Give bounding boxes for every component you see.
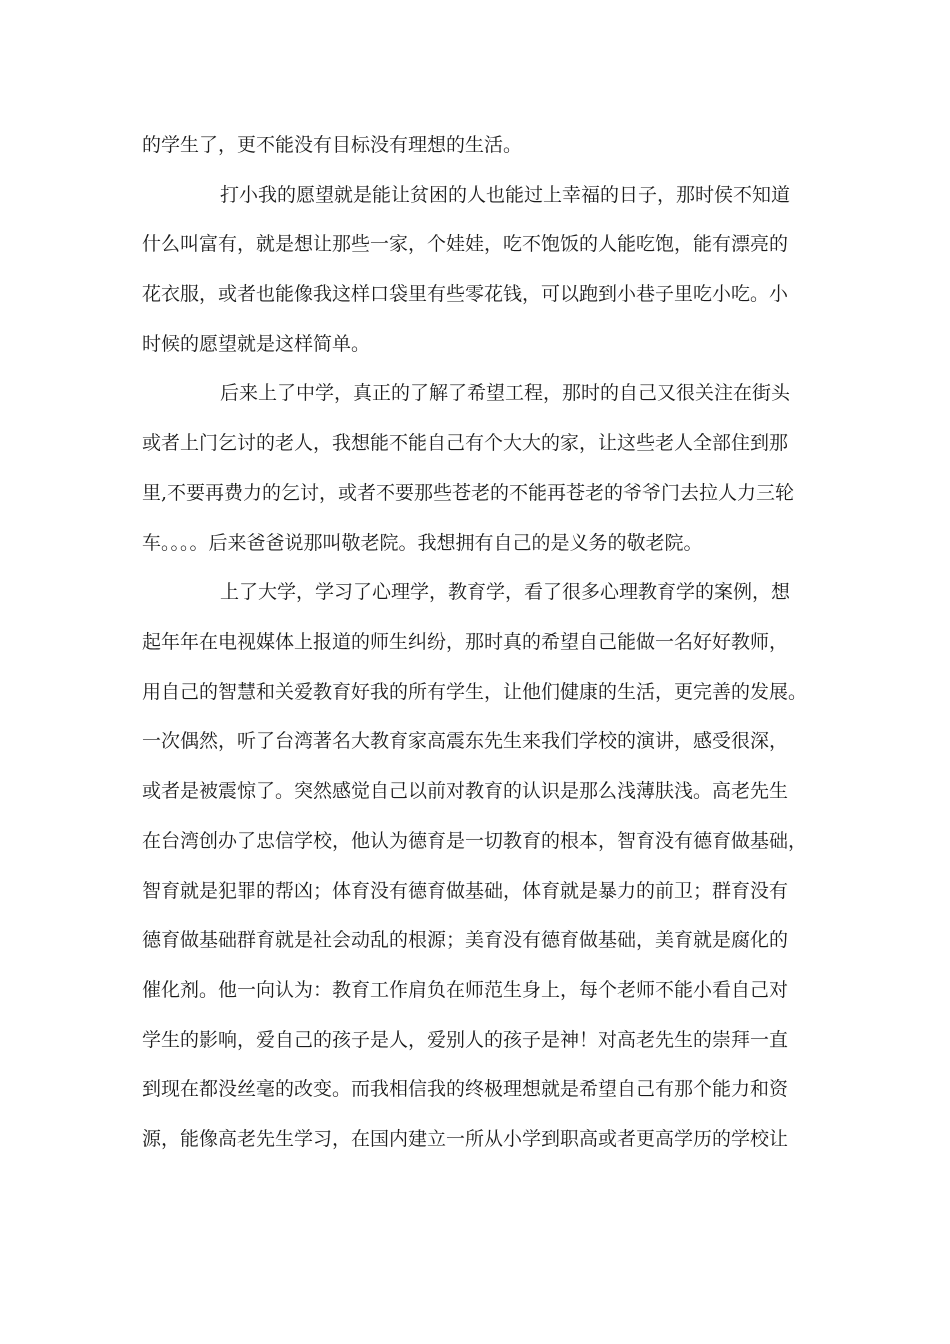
text-line-11: 起年年在电视媒体上报道的师生纠纷，那时真的希望自己能做一名好好教师， [142,631,789,653]
text-line-2: 打小我的愿望就是能让贫困的人也能过上幸福的日子，那时侯不知道 [220,184,791,206]
text-line-17: 德育做基础群育就是社会动乱的根源；美育没有德育做基础，美育就是腐化的 [142,929,789,951]
text-line-14: 或者是被震惊了。突然感觉自己以前对教育的认识是那么浅薄肤浅。高老先生 [142,780,789,802]
text-line-13: 一次偶然，听了台湾著名大教育家高震东先生来我们学校的演讲，感受很深， [142,730,789,752]
text-line-18: 催化剂。他一向认为：教育工作肩负在师范生身上，每个老师不能小看自己对 [142,979,789,1001]
text-line-7: 或者上门乞讨的老人，我想能不能自己有个大大的家，让这些老人全部住到那 [142,432,789,454]
text-line-6: 后来上了中学，真正的了解了希望工程，那时的自己又很关注在街头 [220,382,791,404]
text-line-4: 花衣服，或者也能像我这样口袋里有些零花钱，可以跑到小巷子里吃小吃。小 [142,283,789,305]
text-line-19: 学生的影响，爱自己的孩子是人，爱别人的孩子是神！对高老先生的崇拜一直 [142,1029,789,1051]
text-line-20: 到现在都没丝毫的改变。而我相信我的终极理想就是希望自己有那个能力和资 [142,1078,789,1100]
text-line-21: 源，能像高老先生学习，在国内建立一所从小学到职高或者更高学历的学校让 [142,1128,789,1150]
text-line-16: 智育就是犯罪的帮凶；体育没有德育做基础，体育就是暴力的前卫；群育没有 [142,880,789,902]
text-line-10: 上了大学，学习了心理学，教育学，看了很多心理教育学的案例，想 [220,581,791,603]
text-line-15: 在台湾创办了忠信学校，他认为德育是一切教育的根本，智育没有德育做基础， [142,830,808,852]
text-line-3: 什么叫富有，就是想让那些一家，个娃娃，吃不饱饭的人能吃饱，能有漂亮的 [142,233,789,255]
text-line-8: 里,不要再费力的乞讨，或者不要那些苍老的不能再苍老的爷爷门去拉人力三轮 [142,482,795,504]
text-line-5: 时候的愿望就是这样简单。 [142,333,371,355]
text-line-9: 车。。。。后来爸爸说那叫敬老院。我想拥有自己的是义务的敬老院。 [142,532,703,554]
text-line-1: 的学生了，更不能没有目标没有理想的生活。 [142,134,523,156]
text-line-12: 用自己的智慧和关爱教育好我的所有学生，让他们健康的生活，更完善的发展。 [142,681,808,703]
